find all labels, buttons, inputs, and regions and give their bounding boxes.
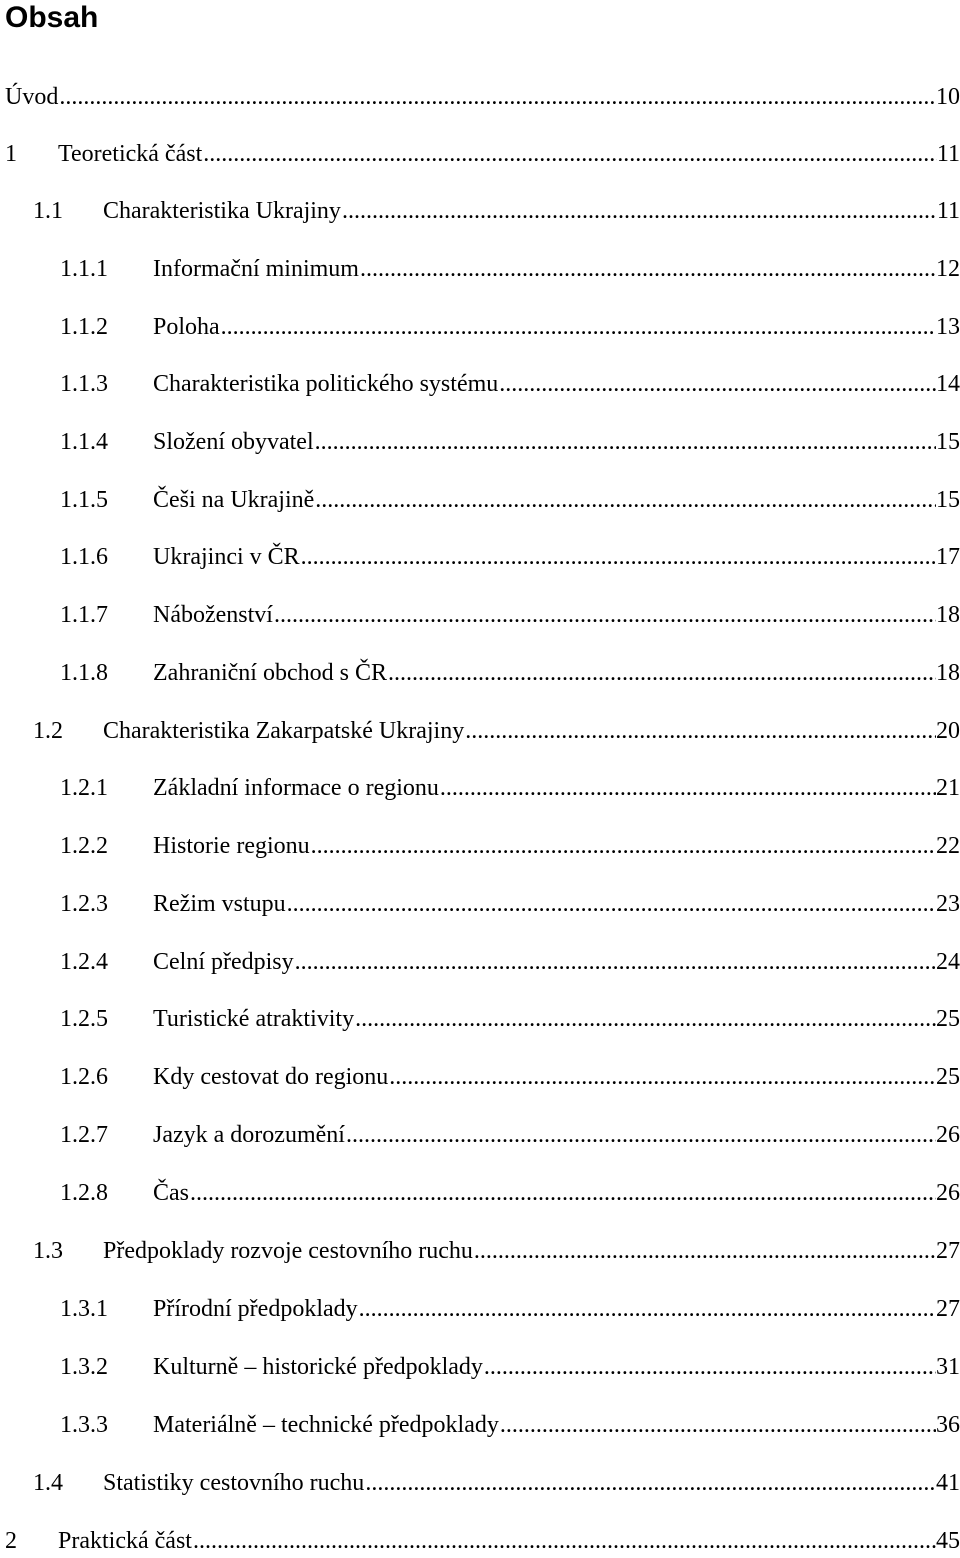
toc-entry-page-number: 27 (936, 1238, 960, 1264)
toc-entry-number: 1.1 (33, 198, 63, 224)
toc-entry[interactable] (0, 367, 960, 401)
toc-entry-page-number: 24 (936, 949, 960, 975)
dot-leader (354, 1002, 936, 1036)
toc-entry-number: 1.2.7 (60, 1122, 108, 1148)
toc-entry-page-number: 25 (936, 1064, 960, 1090)
toc-entry-title: Poloha (153, 314, 220, 340)
toc-entry-page-number: 31 (936, 1354, 960, 1380)
toc-entry-title: Jazyk a dorozumění (153, 1122, 345, 1148)
toc-entry-title: Turistické atraktivity (153, 1006, 355, 1032)
toc-entry-number: 1.1.2 (60, 314, 108, 340)
toc-entry-title: Statistiky cestovního ruchu (103, 1470, 365, 1496)
dot-leader (202, 137, 937, 171)
toc-entry-page-number: 25 (936, 1006, 960, 1032)
toc-entry-page-number: 26 (936, 1180, 960, 1206)
toc-entry-title: Přírodní předpoklady (153, 1296, 358, 1322)
dot-leader (341, 194, 937, 228)
toc-entry-page-number: 18 (936, 602, 960, 628)
toc-entry-page-number: 18 (936, 660, 960, 686)
toc-entry[interactable] (0, 771, 960, 805)
toc-entry-title: Historie regionu (153, 833, 310, 859)
toc-entry-number: 1.3.2 (60, 1354, 108, 1380)
toc-entry-title: Čas (153, 1180, 189, 1206)
page-title: Obsah (5, 1, 99, 34)
toc-entry-title: Praktická část (58, 1528, 192, 1554)
toc-entry-page-number: 20 (936, 718, 960, 744)
dot-leader (499, 1408, 936, 1442)
dot-leader (220, 310, 936, 344)
toc-entry-number: 1 (5, 141, 17, 167)
toc-entry-page-number: 41 (936, 1470, 960, 1496)
toc-entry-title: Kulturně – historické předpoklady (153, 1354, 483, 1380)
toc-entry-number: 1.2 (33, 718, 63, 744)
toc-entry-page-number: 15 (936, 487, 960, 513)
toc-entry-number: 1.1.7 (60, 602, 108, 628)
dot-leader (364, 1466, 936, 1500)
toc-entry[interactable] (0, 540, 960, 574)
dot-leader (358, 1292, 936, 1326)
toc-entry-number: 1.2.3 (60, 891, 108, 917)
toc-entry[interactable] (0, 425, 960, 459)
dot-leader (294, 945, 936, 979)
toc-entry-title: Celní předpisy (153, 949, 294, 975)
toc-entry-number: 1.1.5 (60, 487, 108, 513)
toc-entry-page-number: 13 (936, 314, 960, 340)
toc-entry-title: Informační minimum (153, 256, 359, 282)
toc-entry[interactable] (0, 1002, 960, 1036)
toc-entry[interactable] (0, 80, 960, 114)
toc-entry-page-number: 14 (936, 371, 960, 397)
dot-leader (464, 714, 936, 748)
toc-entry-number: 1.2.5 (60, 1006, 108, 1032)
toc-entry-page-number: 12 (936, 256, 960, 282)
toc-entry[interactable] (0, 714, 960, 748)
toc-entry-number: 1.2.6 (60, 1064, 108, 1090)
toc-entry-page-number: 27 (936, 1296, 960, 1322)
toc-entry-title: Úvod (5, 84, 59, 110)
dot-leader (286, 887, 936, 921)
toc-entry[interactable] (0, 1466, 960, 1500)
dot-leader (359, 252, 936, 286)
toc-entry[interactable] (0, 1408, 960, 1442)
toc-entry-number: 1.1.1 (60, 256, 108, 282)
toc-entry-title: Teoretická část (58, 141, 203, 167)
toc-entry-page-number: 23 (936, 891, 960, 917)
toc-entry-number: 1.4 (33, 1470, 63, 1496)
toc-entry-number: 1.1.4 (60, 429, 108, 455)
toc-entry-title: Režim vstupu (153, 891, 286, 917)
toc-entry-number: 1.2.1 (60, 775, 108, 801)
toc-entry-page-number: 11 (936, 141, 960, 167)
dot-leader (58, 80, 936, 114)
toc-entry-page-number: 17 (936, 544, 960, 570)
dot-leader (439, 771, 936, 805)
dot-leader (189, 1176, 936, 1210)
toc-entry-number: 2 (5, 1528, 17, 1554)
toc-entry-number: 1.1.6 (60, 544, 108, 570)
toc-entry-page-number: 10 (936, 84, 960, 110)
dot-leader (300, 540, 936, 574)
dot-leader (273, 598, 936, 632)
toc-entry-page-number: 22 (936, 833, 960, 859)
toc-entry-page-number: 36 (936, 1412, 960, 1438)
toc-entry-title: Složení obyvatel (153, 429, 314, 455)
toc-entry-title: Charakteristika Ukrajiny (103, 198, 341, 224)
toc-entry[interactable] (0, 252, 960, 286)
dot-leader (345, 1118, 936, 1152)
dot-leader (483, 1350, 936, 1384)
toc-entry-title: Náboženství (153, 602, 273, 628)
toc-entry[interactable] (0, 656, 960, 690)
toc-entry-title: Charakteristika Zakarpatské Ukrajiny (103, 718, 465, 744)
toc-entry-number: 1.3 (33, 1238, 63, 1264)
toc-entry[interactable] (0, 194, 960, 228)
toc-entry-title: Ukrajinci v ČR (153, 544, 300, 570)
toc-entry[interactable] (0, 1292, 960, 1326)
dot-leader (192, 1524, 936, 1558)
toc-entry[interactable] (0, 310, 960, 344)
toc-entry[interactable] (0, 1176, 960, 1210)
toc-entry-page-number: 45 (936, 1528, 960, 1554)
dot-leader (388, 1060, 936, 1094)
toc-entry[interactable] (0, 887, 960, 921)
toc-entry-title: Kdy cestovat do regionu (153, 1064, 389, 1090)
toc-entry[interactable] (0, 1118, 960, 1152)
toc-entry-title: Češi na Ukrajině (153, 487, 315, 513)
toc-entry[interactable] (0, 1234, 960, 1268)
toc-entry-number: 1.3.1 (60, 1296, 108, 1322)
dot-leader (310, 829, 936, 863)
toc-entry[interactable] (0, 1524, 960, 1558)
dot-leader (498, 367, 936, 401)
toc-entry[interactable] (0, 598, 960, 632)
toc-entry-title: Materiálně – technické předpoklady (153, 1412, 499, 1438)
toc-entry-number: 1.3.3 (60, 1412, 108, 1438)
toc-entry[interactable] (0, 483, 960, 517)
toc-entry-page-number: 11 (936, 198, 960, 224)
toc-entry[interactable] (0, 829, 960, 863)
dot-leader (473, 1234, 936, 1268)
dot-leader (387, 656, 936, 690)
dot-leader (314, 483, 936, 517)
toc-entry-page-number: 15 (936, 429, 960, 455)
toc-entry-title: Základní informace o regionu (153, 775, 439, 801)
toc-entry-number: 1.1.3 (60, 371, 108, 397)
dot-leader (314, 425, 936, 459)
toc-entry-number: 1.2.2 (60, 833, 108, 859)
toc-entry[interactable] (0, 945, 960, 979)
toc-entry[interactable] (0, 137, 960, 171)
toc-entry-page-number: 21 (936, 775, 960, 801)
toc-entry-title: Předpoklady rozvoje cestovního ruchu (103, 1238, 473, 1264)
toc-entry-number: 1.2.4 (60, 949, 108, 975)
toc-entry-number: 1.2.8 (60, 1180, 108, 1206)
toc-entry[interactable] (0, 1060, 960, 1094)
toc-entry-page-number: 26 (936, 1122, 960, 1148)
toc-entry[interactable] (0, 1350, 960, 1384)
toc-entry-title: Charakteristika politického systému (153, 371, 499, 397)
toc-entry-title: Zahraniční obchod s ČR (153, 660, 387, 686)
toc-entry-number: 1.1.8 (60, 660, 108, 686)
